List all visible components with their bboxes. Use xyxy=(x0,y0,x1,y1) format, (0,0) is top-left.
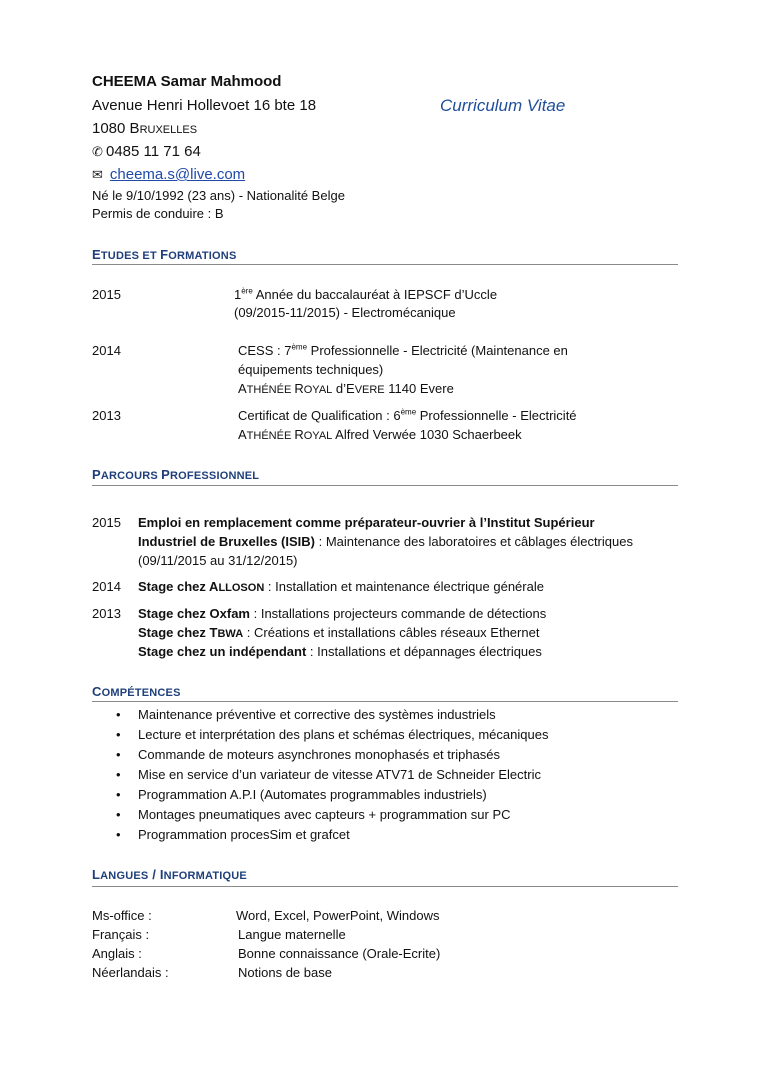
job-line: Stage chez un indépendant : Installations et dépannages électriques xyxy=(138,644,542,659)
list-item: Lecture et interprétation des plans et schémas électriques, mécaniques xyxy=(138,727,549,742)
language-label: Anglais : xyxy=(92,946,142,961)
job-line: Stage chez ALLOSON : Installation et maintenance électrique générale xyxy=(138,579,544,594)
birth-info: Né le 9/10/1992 (23 ans) - Nationalité Belge xyxy=(92,188,345,203)
list-item: Programmation A.P.I (Automates programmables industriels) xyxy=(138,787,487,802)
etude-line: Certificat de Qualification : 6ème Professionnelle - Electricité xyxy=(238,407,577,423)
section-title-langues: LANGUES / INFORMATIQUE xyxy=(92,867,247,882)
cv-title: Curriculum Vitae xyxy=(440,96,566,115)
school-name: ATHÉNÉE ROYAL Alfred Verwée 1030 Schaerbeek xyxy=(238,427,522,442)
phone-icon: ✆ xyxy=(92,144,103,159)
language-value: Word, Excel, PowerPoint, Windows xyxy=(236,908,440,923)
candidate-name: CHEEMA Samar Mahmood xyxy=(92,73,282,90)
email-line xyxy=(92,166,245,183)
list-item: • xyxy=(116,727,121,742)
section-divider xyxy=(92,886,678,887)
job-year: 2015 xyxy=(92,515,121,530)
language-value: Notions de base xyxy=(238,965,332,980)
email-link[interactable]: cheema.s@live.com xyxy=(109,166,246,183)
list-item: • xyxy=(116,747,121,762)
language-value: Bonne connaissance (Orale-Ecrite) xyxy=(238,946,441,961)
envelope-icon: ✉ xyxy=(92,167,103,182)
language-label: Néerlandais : xyxy=(92,965,169,980)
job-line: Industriel de Bruxelles (ISIB) : Maintenance des laboratoires et câblages électriques xyxy=(138,534,633,549)
list-item: • xyxy=(116,807,121,822)
section-divider xyxy=(92,485,678,486)
etude-line: (09/2015-11/2015) - Electromécanique xyxy=(234,305,456,320)
language-label: Français : xyxy=(92,927,150,942)
etude-line: 1ère Année du baccalauréat à IEPSCF d’Uccle xyxy=(234,286,498,302)
section-title-parcours: PARCOURS PROFESSIONNEL xyxy=(92,467,260,482)
section-title-etudes: ETUDES ET FORMATIONS xyxy=(92,247,237,262)
etude-year: 2013 xyxy=(92,408,121,423)
job-line: Stage chez TBWA : Créations et installations câbles réseaux Ethernet xyxy=(138,625,540,640)
list-item: Commande de moteurs asynchrones monophasés et triphasés xyxy=(138,747,501,762)
phone-number: 0485 11 71 64 xyxy=(106,143,201,160)
address-line: Avenue Henri Hollevoet 16 bte 18 xyxy=(92,97,317,114)
list-item: Programmation procesSim et grafcet xyxy=(138,827,350,842)
city-line: 1080 BRUXELLES xyxy=(92,120,198,137)
list-item: Maintenance préventive et corrective des systèmes industriels xyxy=(138,707,496,722)
language-label: Ms-office : xyxy=(92,908,152,923)
job-year: 2014 xyxy=(92,579,121,594)
etude-year: 2015 xyxy=(92,287,121,302)
list-item: Montages pneumatiques avec capteurs + programmation sur PC xyxy=(138,807,511,822)
etude-line: CESS : 7ème Professionnelle - Electricité (Maintenance en xyxy=(238,342,568,358)
license-info: Permis de conduire : B xyxy=(92,206,224,221)
job-year: 2013 xyxy=(92,606,121,621)
list-item: • xyxy=(116,767,121,782)
phone-line xyxy=(92,143,201,160)
etude-year: 2014 xyxy=(92,343,121,358)
job-line: Emploi en remplacement comme préparateur-ouvrier à l’Institut Supérieur xyxy=(138,515,595,530)
section-title-competences: COMPÉTENCES xyxy=(92,684,181,699)
list-item: • xyxy=(116,827,121,842)
section-divider xyxy=(92,701,678,702)
job-line: Stage chez Oxfam : Installations projecteurs commande de détections xyxy=(138,606,547,621)
etude-line: équipements techniques) xyxy=(238,362,384,377)
list-item: • xyxy=(116,707,121,722)
list-item: • xyxy=(116,787,121,802)
section-divider xyxy=(92,264,678,265)
language-value: Langue maternelle xyxy=(238,927,346,942)
list-item: Mise en service d’un variateur de vitesse ATV71 de Schneider Electric xyxy=(138,767,541,782)
job-line: (09/11/2015 au 31/12/2015) xyxy=(138,553,298,568)
school-name: ATHÉNÉE ROYAL d’EVERE 1140 Evere xyxy=(238,381,454,396)
